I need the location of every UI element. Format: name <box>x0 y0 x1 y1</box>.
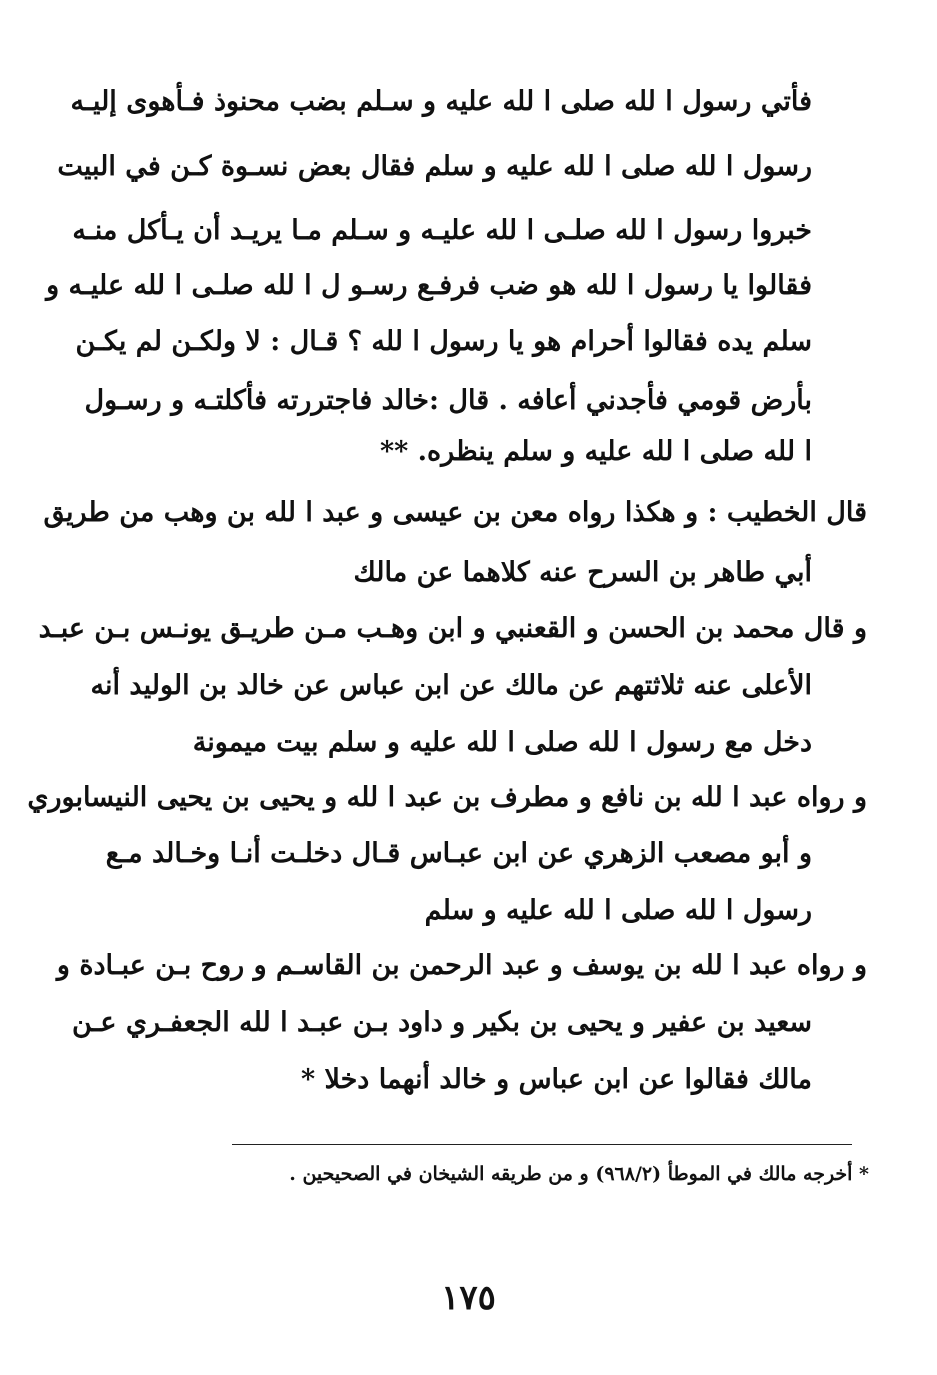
text-line: و أبو مصعب الزهري عن ابن عبـاس قـال دخلـت أنـا وخـالد مـع <box>105 838 812 869</box>
footnote-divider <box>232 1144 852 1145</box>
text-line: رسول ا لله صلى ا لله عليه و سلم <box>424 895 812 926</box>
text-line: بأرض قومي فأجدني أعافه . قال :خالد فاجتررته فأكلتـه و رسـول <box>84 385 812 416</box>
text-line: رسول ا لله صلى ا لله عليه و سلم فقال بعض نسـوة كـن في البيت <box>57 151 812 182</box>
text-line: أبي طاهر بن السرح عنه كلاهما عن مالك <box>353 557 812 588</box>
text-line: و رواه عبد ا لله بن نافع و مطرف بن عبد ا لله و يحيى بن يحيى النيسابوري <box>27 782 867 813</box>
text-line: ا لله صلى ا لله عليه و سلم ينظره. ** <box>380 436 812 467</box>
text-line: الأعلى عنه ثلاثتهم عن مالك عن ابن عباس عن خالد بن الوليد أنه <box>90 670 812 701</box>
text-line: فقالوا يا رسول ا لله هو ضب فرفـع رسـو ل ا لله صلـى ا لله عليـه و <box>46 270 812 301</box>
text-line: و رواه عبد ا لله بن يوسف و عبد الرحمن بن القاسـم و روح بـن عبـادة و <box>56 950 867 981</box>
text-line: دخل مع رسول ا لله صلى ا لله عليه و سلم بيت ميمونة <box>192 727 812 758</box>
text-line: سعيد بن عفير و يحيى بن بكير و داود بـن عبـد ا لله الجعفـري عـن <box>71 1007 812 1038</box>
text-line: سلم يده فقالوا أحرام هو يا رسول ا لله ؟ قـال : لا ولكـن لم يكـن <box>75 326 812 357</box>
text-line: مالك فقالوا عن ابن عباس و خالد أنهما دخلا * <box>300 1064 812 1095</box>
text-line: فأتي رسول ا لله صلى ا لله عليه و سـلم بضب محنوذ فـأهوى إليـه <box>70 86 812 117</box>
page-number: ١٧٥ <box>441 1278 496 1318</box>
text-line: و قال محمد بن الحسن و القعنبي و ابن وهـب مـن طريـق يونـس بـن عبـد <box>38 613 867 644</box>
text-line: خبروا رسول ا لله صلـى ا لله عليـه و سـلم مـا يريـد أن يـأكل منـه <box>72 215 812 246</box>
text-line: قال الخطيب : و هكذا رواه معن بن عيسى و عبد ا لله بن وهب من طريق <box>43 497 867 528</box>
footnote: * أخرجه مالك في الموطأ (٩٦٨/٢) و من طريقه الشيخان في الصحيحين . <box>289 1163 869 1185</box>
